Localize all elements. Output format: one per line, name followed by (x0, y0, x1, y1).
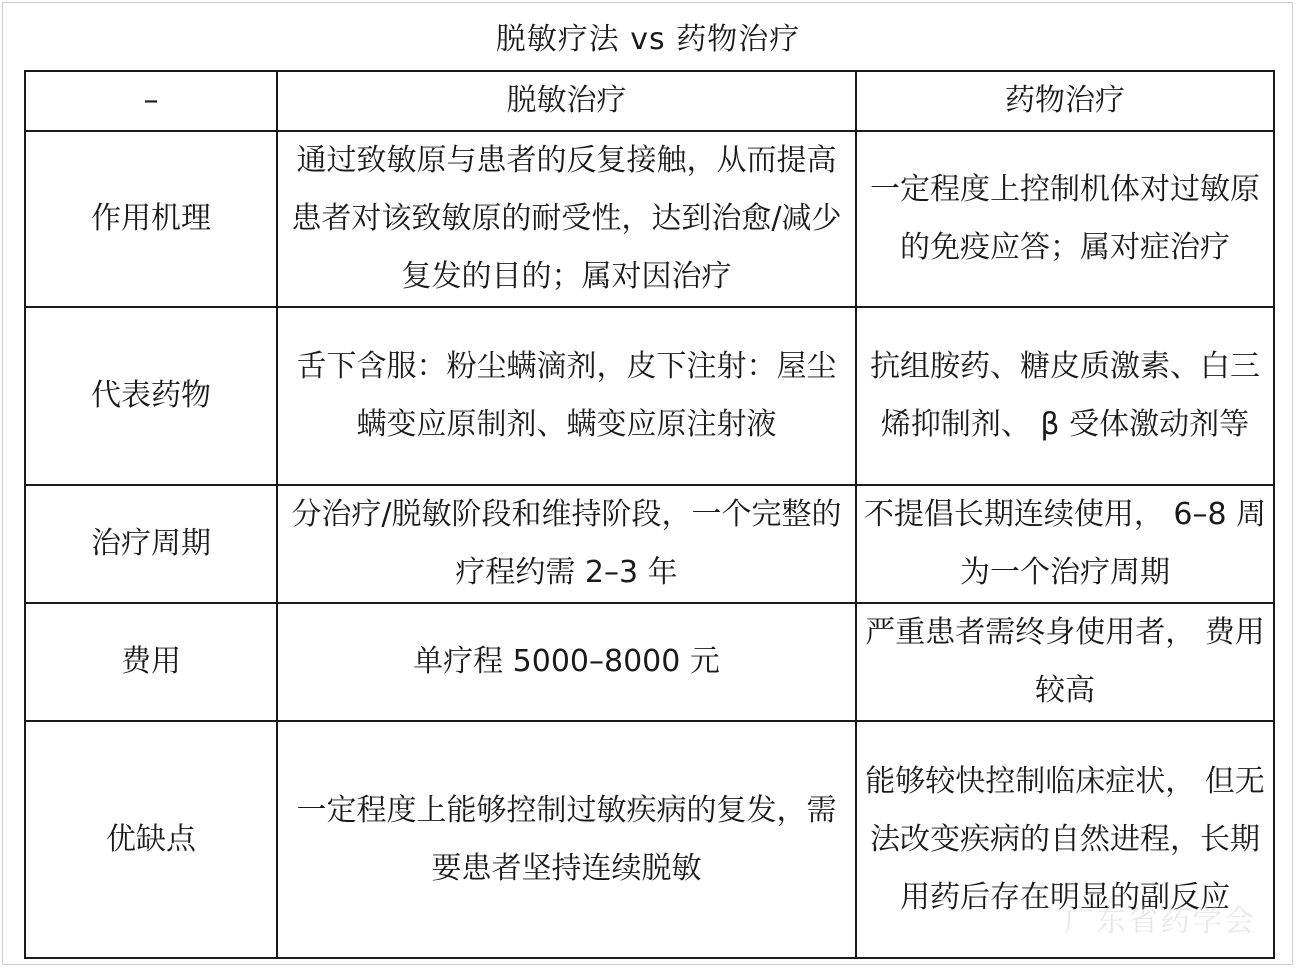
medication-cell: 能够较快控制临床症状， 但无法改变疾病的自然进程，长期用药后存在明显的副反应 (856, 721, 1274, 958)
medication-cell: 不提倡长期连续使用， 6–8 周为一个治疗周期 (856, 485, 1274, 603)
watermark-text: 广东省药学会 (1064, 904, 1256, 939)
table-row (25, 307, 1274, 485)
row-label: 费用 (25, 603, 277, 721)
header-cell-medication: 药物治疗 (856, 71, 1274, 131)
medication-cell: 严重患者需终身使用者， 费用较高 (856, 603, 1274, 721)
row-label: 代表药物 (25, 307, 277, 485)
desensitization-cell: 通过致敏原与患者的反复接触，从而提高患者对该致敏原的耐受性，达到治愈/减少复发的目的；属对因治疗 (277, 131, 856, 307)
desensitization-cell: 分治疗/脱敏阶段和维持阶段，一个完整的疗程约需 2–3 年 (277, 485, 856, 603)
desensitization-cell: 舌下含服：粉尘螨滴剂，皮下注射：屋尘螨变应原制剂、螨变应原注射液 (277, 307, 856, 485)
comparison-table (24, 70, 1275, 959)
desensitization-cell: 一定程度上能够控制过敏疾病的复发，需要患者坚持连续脱敏 (277, 721, 856, 958)
table-header-row (25, 71, 1274, 131)
row-label: 优缺点 (25, 721, 277, 958)
row-label: 治疗周期 (25, 485, 277, 603)
medication-cell: 一定程度上控制机体对过敏原的免疫应答；属对症治疗 (856, 131, 1274, 307)
row-label: 作用机理 (25, 131, 277, 307)
medication-cell: 抗组胺药、糖皮质激素、白三烯抑制剂、 β 受体激动剂等 (856, 307, 1274, 485)
table-row (25, 131, 1274, 307)
table-row (25, 603, 1274, 721)
table-row (25, 485, 1274, 603)
desensitization-cell: 单疗程 5000–8000 元 (277, 603, 856, 721)
page-title: 脱敏疗法 vs 药物治疗 (495, 22, 801, 57)
header-cell-empty: – (25, 71, 277, 131)
header-cell-desensitization: 脱敏治疗 (277, 71, 856, 131)
